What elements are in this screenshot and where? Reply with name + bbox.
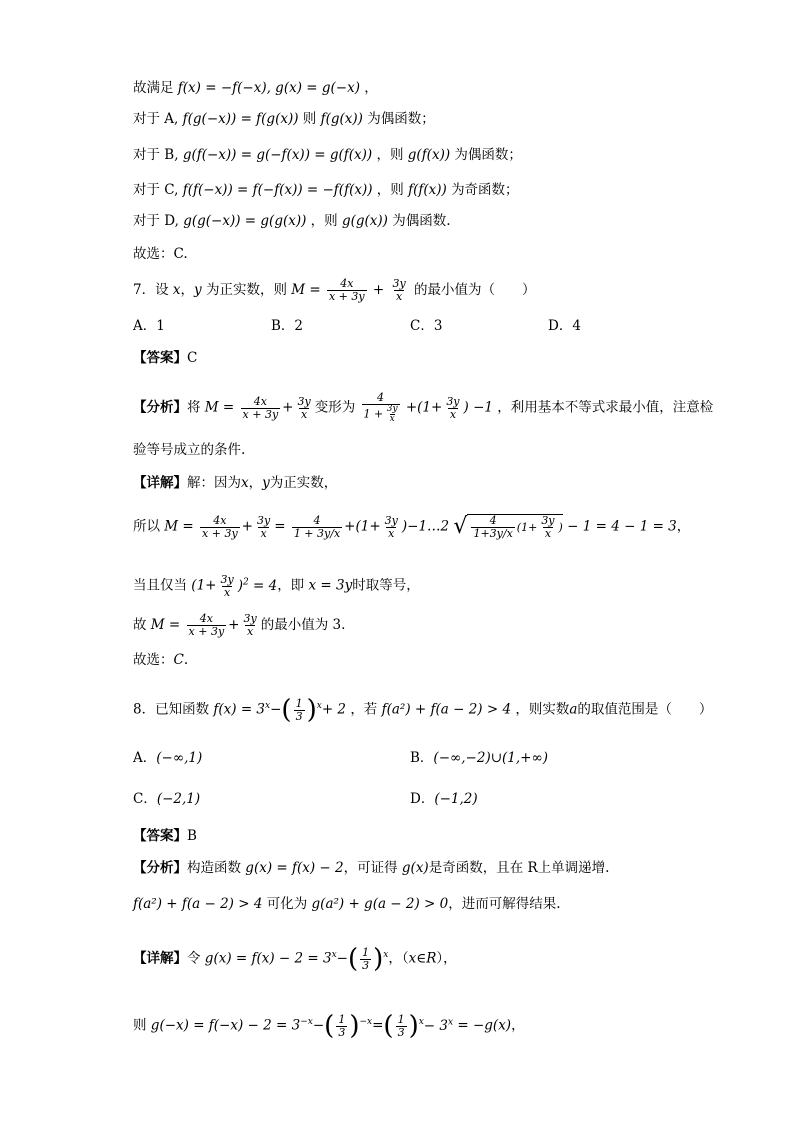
text-line: [133, 211, 451, 231]
text: ，则实数: [515, 701, 570, 718]
math-expression: f(f(−x)) = f(−f(x)) = −f(f(x)): [182, 182, 373, 198]
analysis-line-2: [133, 440, 245, 460]
math-expression: g(g(x)): [341, 213, 388, 229]
text: 为正实数，则: [205, 282, 287, 298]
text-line: [133, 109, 435, 129]
text: ，: [364, 80, 378, 96]
text: 将: [187, 399, 201, 416]
detail-tag: 【详解】: [133, 475, 187, 491]
question-7-stem: [133, 278, 536, 303]
text: 令: [187, 950, 201, 967]
derivation-line: 则 $g(-x) = f(-x) - 2 = 3^{-x}-$( $\frac{1}{3}$ )$^{-x}$=( $\frac{1}{3}$ )$^x- 3^x = -g(x)$，: [133, 1011, 525, 1041]
text: ，即: [277, 577, 305, 594]
text: 可化为: [266, 896, 308, 912]
text: ，则: [376, 147, 404, 163]
math-expression: = −g(x): [457, 1017, 512, 1034]
math-expression: f(x) = −f(−x), g(x) = g(−x): [177, 80, 360, 96]
derivation-line: 所以 M = $\frac{4x}{x + 3y}$ + $\frac{3y}{x}$ = $\frac{4}{1 + 3y/x}$ +(1+ $\frac{3y}{x}$ )−1…2 √ $\frac{4}{1+3y/x}$ (1+ $\frac{3y}{x}$ ) − 1 = 4 − 1 = 3，: [133, 513, 691, 540]
option-c: C．(−2,1): [133, 791, 201, 807]
math-expression: g(−x) = f(−x) − 2 = 3: [150, 1017, 301, 1034]
text: ，若: [350, 701, 378, 718]
fraction: $\frac{3y}{x}$: [297, 394, 311, 421]
math-expression: g(x) = f(x) − 2: [245, 860, 344, 876]
answer-line: [133, 348, 197, 368]
conclusion-line: 故 M = $\frac{4x}{x + 3y}$ + $\frac{3y}{x}$ 的最小值为 3.: [133, 612, 346, 638]
answer-tag: 【答案】: [133, 828, 187, 844]
fraction: $\frac{3y}{x}$: [392, 277, 406, 303]
answer-line: [133, 826, 197, 846]
text: 当且仅当: [133, 577, 187, 594]
math-expression: g(a²) + g(a − 2) > 0: [311, 896, 449, 912]
text: ，利用基本不等式求最小值，注意检: [497, 399, 714, 416]
math-expression: x∈R: [408, 950, 437, 967]
math-expression: M =: [291, 282, 321, 298]
text: 时取等号，: [352, 577, 420, 594]
text: 为偶函数.: [392, 213, 451, 229]
text: 7．设: [133, 282, 169, 298]
text: +: [372, 282, 385, 298]
text: ，则: [376, 182, 404, 198]
math-expression: f(g(−x)) = f(g(x)): [182, 111, 299, 127]
math-expression: − 1 = 4 − 1 = 3: [567, 518, 677, 535]
choice-line: 故选：C.: [133, 652, 189, 668]
math-expression: …2: [427, 518, 450, 535]
math-expression: g(x): [401, 860, 429, 876]
text: ，进而可解得结果.: [448, 896, 561, 912]
math-expression: g(g(−x)) = g(g(x)): [183, 213, 307, 229]
text: 变形为: [314, 399, 356, 416]
text: 对于 B,: [133, 147, 179, 163]
detail-line: 【详解】解：因为x，y为正实数，: [133, 475, 338, 491]
math-expression: g(x) = f(x) − 2 = 3: [204, 950, 332, 967]
math-expression: g(f(x)): [407, 147, 451, 163]
text: ，则: [310, 213, 338, 229]
option-a: A．(−∞,1): [133, 750, 203, 766]
sqrt-expression: √ $\frac{4}{1+3y/x}$ (1+ $\frac{3y}{x}$ ): [453, 514, 563, 540]
text: 对于 D,: [133, 213, 179, 229]
text: 的取值范围是（ ）: [577, 701, 713, 718]
math-expression: f(x) = 3: [213, 701, 266, 718]
text: 的最小值为 3.: [260, 617, 346, 633]
text: 则: [302, 111, 317, 127]
text: 对于 A,: [133, 111, 179, 127]
answer-value: B: [187, 828, 197, 844]
detail-tag: 【详解】: [133, 950, 187, 967]
math-var: C: [173, 652, 184, 668]
math-var: y: [194, 282, 202, 298]
text: 故选：C.: [133, 246, 188, 262]
analysis-line: [133, 858, 609, 878]
math-expression: f(f(x)): [408, 182, 447, 198]
analysis-tag: 【分析】: [133, 860, 187, 876]
option-d: D．(−1,2): [410, 791, 478, 807]
text: 为偶函数；: [454, 147, 522, 163]
text: 构造函数: [187, 860, 241, 876]
math-expression: f(a²) + f(a − 2) > 4: [381, 701, 512, 718]
text: 则: [133, 1017, 147, 1034]
math-expression: f(a²) + f(a − 2) > 4: [133, 896, 263, 912]
option-a: A．1: [133, 318, 165, 334]
text-line: [133, 78, 378, 98]
text: 8．已知函数: [133, 701, 210, 718]
math-var: x: [172, 282, 181, 298]
math-expression: M =: [204, 399, 235, 416]
text: 为奇函数；: [451, 182, 519, 198]
math-var: a: [569, 701, 578, 718]
question-8-stem: 8．已知函数 $f(x) = 3^x-$( $\frac{1}{3}$ )$^x$+ 2 ，若 f(a²) + f(a − 2) > 4 ，则实数a的取值范围是（ ）: [133, 695, 713, 725]
fraction: 4 1 + $\frac{3y}{x}$: [363, 391, 398, 424]
text-line: [133, 244, 188, 264]
text: 解：因为: [187, 475, 241, 491]
analysis-tag: 【分析】: [133, 399, 187, 416]
text: 为偶函数；: [367, 111, 435, 127]
option-b: B．(−∞,−2)∪(1,+∞): [410, 750, 548, 766]
fraction: $\frac{4x}{x + 3y}$: [328, 277, 365, 303]
answer-tag: 【答案】: [133, 350, 187, 366]
text: ，可证得: [343, 860, 398, 876]
text: 对于 C,: [133, 182, 179, 198]
text: 是奇函数，且在: [428, 860, 524, 876]
text-line: [133, 180, 519, 200]
text: 的最小值为（ ）: [414, 282, 536, 298]
answer-value: C: [187, 350, 198, 366]
text: ），: [436, 950, 457, 967]
fraction: $\frac{3y}{x}$: [446, 394, 460, 421]
math-expression: x = 3y: [308, 577, 353, 594]
analysis-line: 【分析】将 M = $\frac{4x}{x + 3y}$ + $\frac{3y}{x}$ 变形为 4 1 + $\frac{3y}{x}$ +(1+ $\frac{3y}{x}$ ) −1 ，利用基本不等式求最小值，注意检: [133, 391, 714, 424]
option-b: B．2: [271, 318, 304, 334]
analysis-line-2: [133, 894, 561, 914]
option-c: C．3: [410, 318, 443, 334]
text-line: [133, 145, 522, 165]
math-expression: f(g(x)): [320, 111, 363, 127]
text: 为正实数，: [269, 475, 338, 491]
option-d: D．4: [548, 318, 581, 334]
text: 故选：: [133, 652, 174, 668]
text: 验等号成立的条件.: [133, 442, 246, 458]
math-var: R: [527, 860, 538, 876]
text: ，: [180, 282, 195, 298]
text: 所以: [133, 518, 160, 535]
text: 故满足: [133, 80, 174, 96]
math-expression: g(f(−x)) = g(−f(x)) = g(f(x)): [182, 147, 373, 163]
detail-line: 【详解】令 $g(x) = f(x) - 2 = 3^x-$( $\frac{1}{3}$ )$^x$，（x∈R），: [133, 944, 457, 974]
text: ，（: [388, 950, 409, 967]
text: 上单调递增.: [537, 860, 610, 876]
equality-condition-line: 当且仅当 (1+ $\frac{3y}{x}$ )$^2$ = 4，即 x = 3y时取等号，: [133, 572, 420, 599]
text: 故: [133, 617, 147, 633]
fraction: $\frac{4x}{x + 3y}$: [242, 394, 279, 421]
